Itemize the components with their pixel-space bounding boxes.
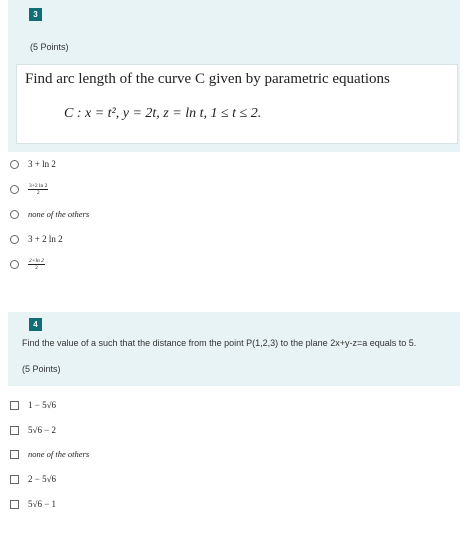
answer-option[interactable] xyxy=(10,181,48,197)
radio-button[interactable] xyxy=(10,210,19,219)
checkbox[interactable] xyxy=(10,401,19,410)
answer-option[interactable] xyxy=(10,397,56,413)
question-points: (5 Points) xyxy=(22,364,61,374)
question-points: (5 Points) xyxy=(30,42,69,52)
answer-option[interactable] xyxy=(10,156,56,172)
fraction-denominator: 2 xyxy=(36,189,40,196)
fraction-denominator: 2 xyxy=(35,264,38,271)
checkbox[interactable] xyxy=(10,450,19,459)
option-label: 2 − 5√6 xyxy=(28,474,57,484)
radio-button[interactable] xyxy=(10,235,19,244)
checkbox[interactable] xyxy=(10,475,19,484)
fraction-numerator: 2+ln 2 xyxy=(29,257,44,264)
option-label: 3 + ln 2 xyxy=(28,159,56,169)
option-fraction xyxy=(28,258,45,271)
problem-equation: C : x = t², y = 2t, z = ln t, 1 ≤ t ≤ 2. xyxy=(64,106,262,121)
answer-option[interactable] xyxy=(10,471,56,487)
checkbox[interactable] xyxy=(10,426,19,435)
option-label: 1 − 5√6 xyxy=(28,400,57,410)
question-problem-box xyxy=(16,64,458,144)
answer-option[interactable] xyxy=(10,422,56,438)
question-number-badge: 3 xyxy=(29,8,42,21)
question-4-header xyxy=(8,312,460,386)
problem-statement: Find arc length of the curve C given by parametric equations xyxy=(25,71,390,87)
answer-option[interactable] xyxy=(10,206,89,222)
question-number-badge: 4 xyxy=(29,318,42,331)
answer-option[interactable] xyxy=(10,231,63,247)
question-3-header xyxy=(8,0,460,152)
answer-option[interactable] xyxy=(10,496,56,512)
radio-button[interactable] xyxy=(10,160,19,169)
option-label: 5√6 − 2 xyxy=(28,425,57,435)
answer-option[interactable] xyxy=(10,256,45,272)
option-fraction xyxy=(28,183,48,196)
option-label: 5√6 − 1 xyxy=(28,499,57,509)
radio-button[interactable] xyxy=(10,185,19,194)
option-label: none of the others xyxy=(28,209,90,219)
option-label: 3 + 2 ln 2 xyxy=(28,234,63,244)
question-prompt: Find the value of a such that the distance from the point P(1,2,3) to the plane 2x+y-z=a equals to 5. xyxy=(22,338,417,348)
radio-button[interactable] xyxy=(10,260,19,269)
fraction-numerator: 3+2 ln 2 xyxy=(29,182,48,189)
answer-option[interactable] xyxy=(10,446,89,462)
checkbox[interactable] xyxy=(10,500,19,509)
option-label: none of the others xyxy=(28,449,90,459)
